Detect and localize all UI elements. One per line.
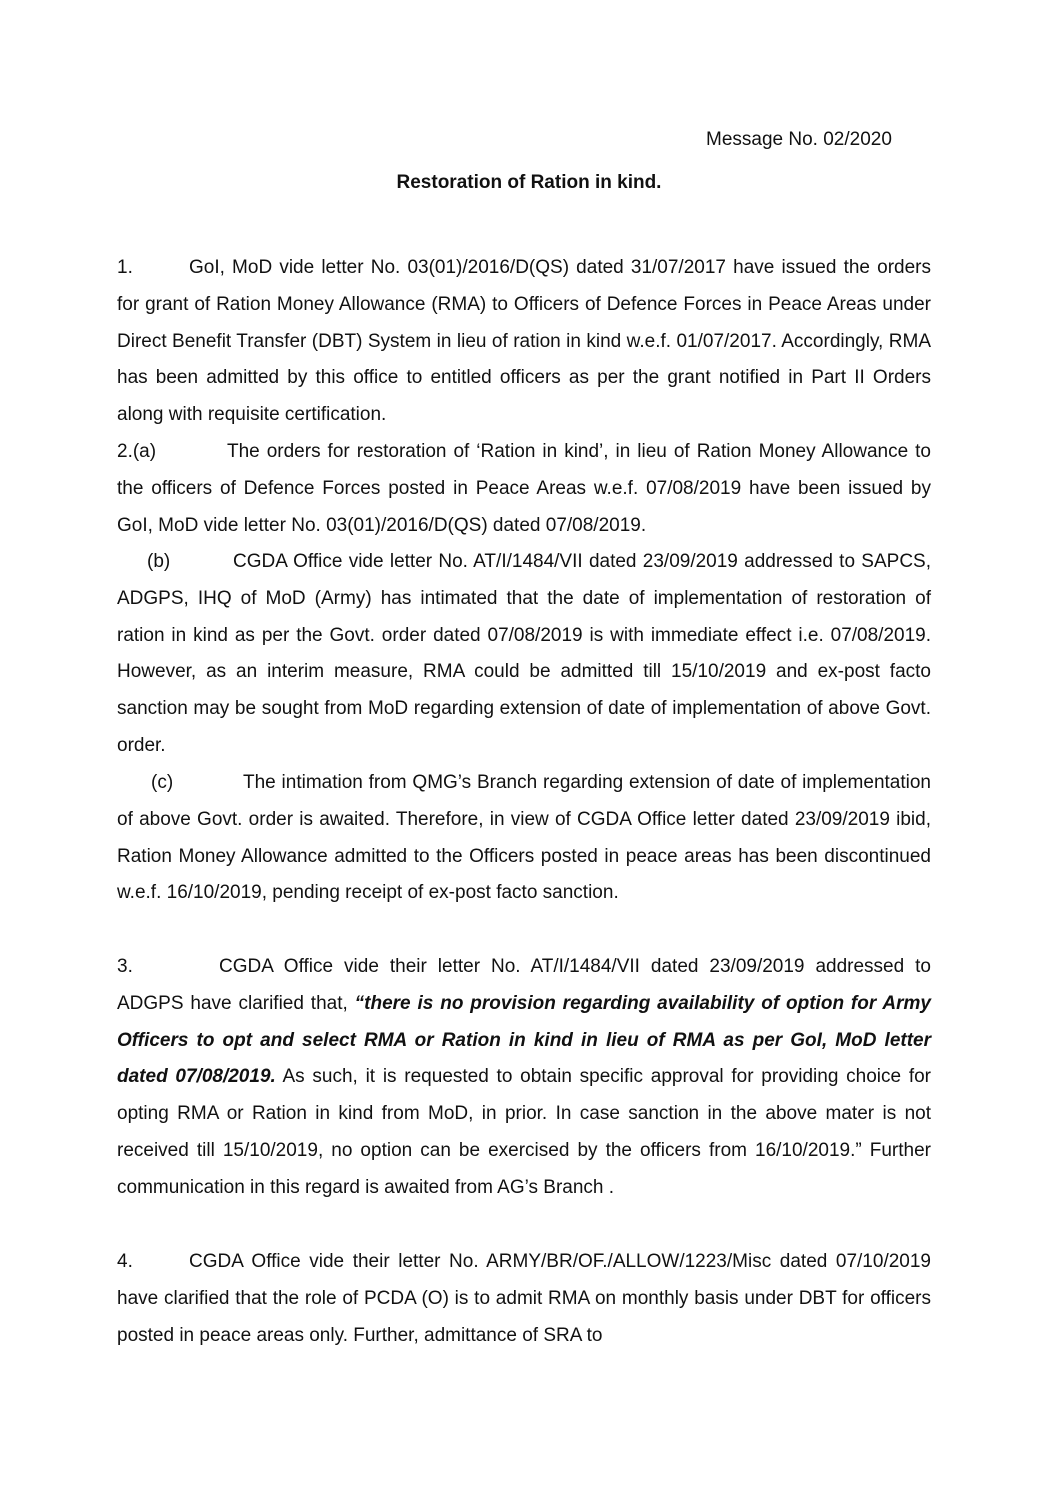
paragraph-text: The orders for restoration of ‘Ration in kind’, in lieu of Ration Money Allowance to the officers of Defence Forces posted in Peace Areas w.e.f. 07/08/2019 have been issued by GoI, MoD vide letter No. 03(01)/2016/D(QS) dated 07/08/2019. [117,441,931,536]
document-title: Restoration of Ration in kind. [396,172,662,193]
paragraph-number: 1. [117,257,133,278]
paragraph-text: The intimation from QMG’s Branch regarding extension of date of implementation of above Govt. order is awaited. Therefore, in view of CGDA Office letter dated 23/09/2019 ibid, Ration Money Allowance admitted to the Officers posted in peace areas has been discontinued w.e.f. 16/10/2019, pending receipt of ex-post facto sanction. [117,772,931,904]
paragraph-text: GoI, MoD vide letter No. 03(01)/2016/D(QS) dated 31/07/2017 have issued the orders for grant of Ration Money Allowance (RMA) to Officers of Defence Forces in Peace Areas under Direct Benefit Transfer (DBT) System in lieu of ration in kind w.e.f. 01/07/2017. Accordingly, RMA has been admitted by this office to entitled officers as per the grant notified in Part II Orders along with requisite certification. [117,257,931,426]
paragraph-number: 4. [117,1251,133,1272]
quoted-clarification: “there is no provision regarding availability of option for Army Officers to opt and select RMA or Ration in kind in lieu of RMA as per GoI, MoD letter dated 07/08/2019. [117,992,931,1088]
paragraph-text-continued: As such, it is requested to obtain specific approval for providing choice for opting RMA or Ration in kind from MoD, in prior. In case sanction in the above mater is not received till 15/10/2019, no option can be exercised by the officers from 16/10/2019.” Further communication in this regard is awaited from AG’s Branch . [117,1066,931,1198]
paragraph-text: CGDA Office vide their letter No. AT/I/1484/VII dated 23/09/2019 addressed to ADGPS have clarified that, [117,956,931,1014]
paragraph-number: (b) [147,551,171,572]
paragraph-number: (c) [151,772,174,793]
paragraph-number: 3. [117,956,133,977]
paragraph-2c [117,765,931,912]
message-number: Message No. 02/2020 [706,129,892,150]
paragraph-2a [117,434,931,544]
paragraph-number: 2.(a) [117,441,157,462]
paragraph-4 [117,1244,931,1354]
paragraph-text: CGDA Office vide their letter No. ARMY/BR/OF./ALLOW/1223/Misc dated 07/10/2019 have clarified that the role of PCDA (O) is to admit RMA on monthly basis under DBT for officers posted in peace areas only. Further, admittance of SRA to [117,1251,931,1346]
paragraph-2b [117,544,931,765]
paragraph-3 [117,949,931,1207]
paragraph-text: CGDA Office vide letter No. AT/I/1484/VII dated 23/09/2019 addressed to SAPCS, ADGPS, IHQ of MoD (Army) has intimated that the date of implementation of restoration of ration in kind as per the Govt. order dated 07/08/2019 is with immediate effect i.e. 07/08/2019. However, as an interim measure, RMA could be admitted till 15/10/2019 and ex-post facto sanction may be sought from MoD regarding extension of date of implementation of above Govt. order. [117,551,931,756]
paragraph-1 [117,250,931,434]
